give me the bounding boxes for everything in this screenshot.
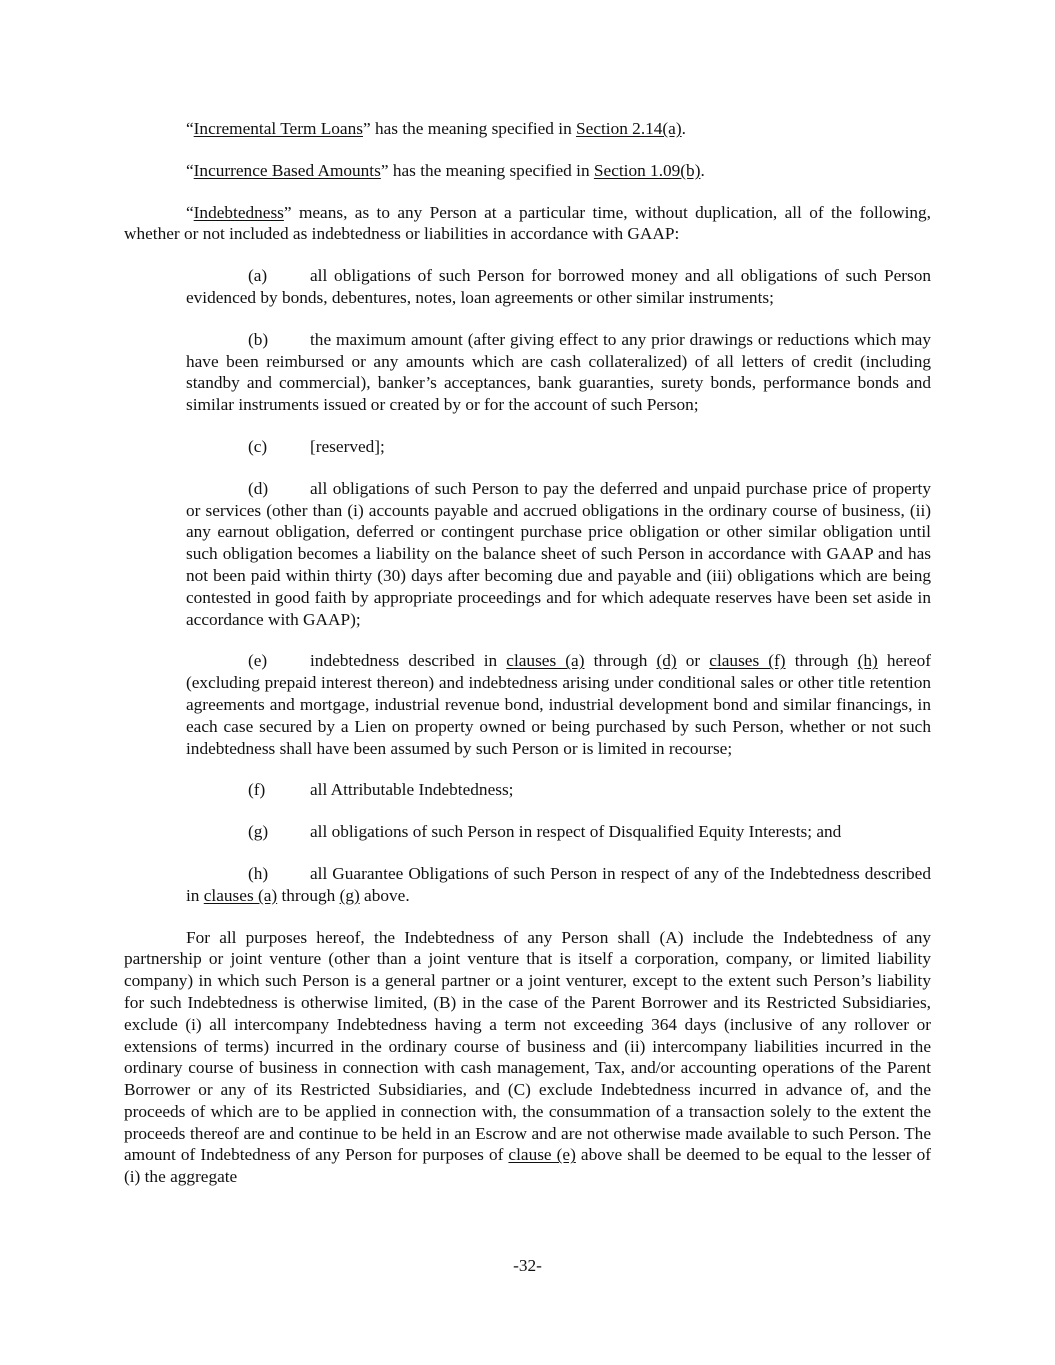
clause-text: hereof (excluding prepaid interest thereon) and indebtedness arising under conditional sales or other title retention agreements and mortgage, industrial revenue bond, industrial development bond and similar financings, in each case secured by a Lien on property owned or being purchased by such Person, whether or not such indebtedness shall have been assumed by such Person or is limited in recourse; [186, 651, 931, 758]
closing-paragraph [124, 927, 931, 1189]
clause-text: [reserved]; [310, 436, 385, 456]
open-quote: “ [186, 160, 194, 180]
clause-reference: (h) [857, 651, 878, 671]
section-reference: Section 1.09(b) [593, 160, 701, 180]
clause-text: all Guarantee Obligations of such Person in respect of any of the Indebtedness described in [186, 863, 931, 905]
clause-b [186, 329, 931, 416]
clause-h [186, 863, 931, 907]
clause-text: all obligations of such Person to pay the deferred and unpaid purchase price of property or services (other than (i) accounts payable and accrued obligations in the ordinary course of business, (ii) any earnout obligation, deferred or contingent purchase price obligation or other similar obligation until such obligation becomes a liability on the balance sheet of such Person in accordance with GAAP and has not been paid within thirty (30) days after becoming due and payable and (iii) obligations which are being contested in good faith by appropriate proceedings and for which adequate reserves have been set aside in accordance with GAAP); [186, 478, 931, 629]
clause-text: through [785, 651, 858, 671]
clause-label: (e) [248, 651, 268, 671]
clause-label: (f) [248, 780, 266, 800]
clause-text: all obligations of such Person in respect of Disqualified Equity Interests; and [310, 822, 842, 842]
definition-incremental-term-loans [124, 118, 931, 140]
clause-label: (g) [248, 822, 269, 842]
clause-text: indebtedness described in [310, 651, 507, 671]
clause-d [186, 478, 931, 631]
open-quote: “ [186, 119, 194, 138]
clause-reference: clauses (a) [203, 885, 278, 905]
definition-text: ” has the meaning specified in [362, 119, 577, 138]
definition-text: . [681, 119, 686, 138]
definition-indebtedness [124, 202, 931, 246]
clause-reference: clauses (f) [709, 651, 786, 671]
clause-reference: clauses (a) [506, 651, 585, 671]
defined-term: Incurrence Based Amounts [193, 160, 381, 180]
clause-text: or [676, 651, 710, 671]
clause-label: (c) [248, 436, 268, 456]
section-reference: Section 2.14(a) [576, 119, 682, 138]
definition-text: ” means, as to any Person at a particular time, without duplication, all of the following, whether or not included as indebtedness or liabilities in accordance with GAAP: [124, 202, 931, 244]
defined-term: Incremental Term Loans [193, 119, 363, 138]
definition-text: . [700, 160, 705, 180]
paragraph-text: For all purposes hereof, the Indebtedness of any Person shall (A) include the Indebtedness of any partnership or joint venture (other than a joint venture that is itself a corporation, company, or limited liability company) in which such Person is a general partner or a joint venturer, except to the extent such Person’s liability for such Indebtedness is otherwise limited, (B) in the case of the Parent Borrower and its Restricted Subsidiaries, exclude (i) all intercompany Indebtedness having a term not exceeding 364 days (inclusive of any rollover or extensions of terms) incurred in the ordinary course of business and (ii) intercompany liabilities incurred in the ordinary course of business in connection with cash management, Tax, and/or accounting operations of the Parent Borrower or any of its Restricted Subsidiaries, and (C) exclude Indebtedness incurred in advance of, and the proceeds of which are to be applied in connection with, the consummation of a transaction solely to the extent the proceeds thereof are and continue to be held in an Escrow and are not otherwise made available to such Person. The amount of Indebtedness of any Person for purposes of [124, 927, 931, 1165]
clause-label: (b) [248, 329, 269, 349]
clause-text: through [584, 651, 657, 671]
clause-text: above. [359, 885, 410, 905]
clause-label: (a) [248, 266, 268, 286]
clause-text: through [277, 885, 340, 905]
clause-e [186, 650, 931, 759]
page-number: -32- [513, 1256, 542, 1275]
clause-text: all obligations of such Person for borrowed money and all obligations of such Person evidenced by bonds, debentures, notes, loan agreements or other similar instruments; [186, 266, 931, 307]
open-quote: “ [186, 202, 194, 222]
clause-text: the maximum amount (after giving effect to any prior drawings or reductions which may have been reimbursed or any amounts which are cash collateralized) of all letters of credit (including standby and commercial), banker’s acceptances, bank guaranties, surety bonds, performance bonds and similar instruments issued or created by or for the account of such Person; [186, 329, 931, 415]
clause-reference: clause (e) [508, 1145, 576, 1165]
clause-reference: (d) [656, 651, 677, 671]
clause-c [186, 436, 931, 458]
clause-f [186, 779, 931, 801]
definition-text: ” has the meaning specified in [380, 160, 594, 180]
clause-label: (d) [248, 478, 269, 498]
definition-incurrence-based-amounts [124, 160, 931, 182]
paragraph-text: above shall be deemed to be equal to the lesser of (i) the aggregate [124, 1145, 931, 1187]
clause-a [186, 265, 931, 309]
clause-g [186, 821, 931, 843]
clause-text: all Attributable Indebtedness; [310, 780, 514, 800]
clause-reference: (g) [339, 885, 360, 905]
clause-label: (h) [248, 863, 269, 883]
document-page [124, 118, 931, 1188]
defined-term: Indebtedness [193, 202, 284, 222]
